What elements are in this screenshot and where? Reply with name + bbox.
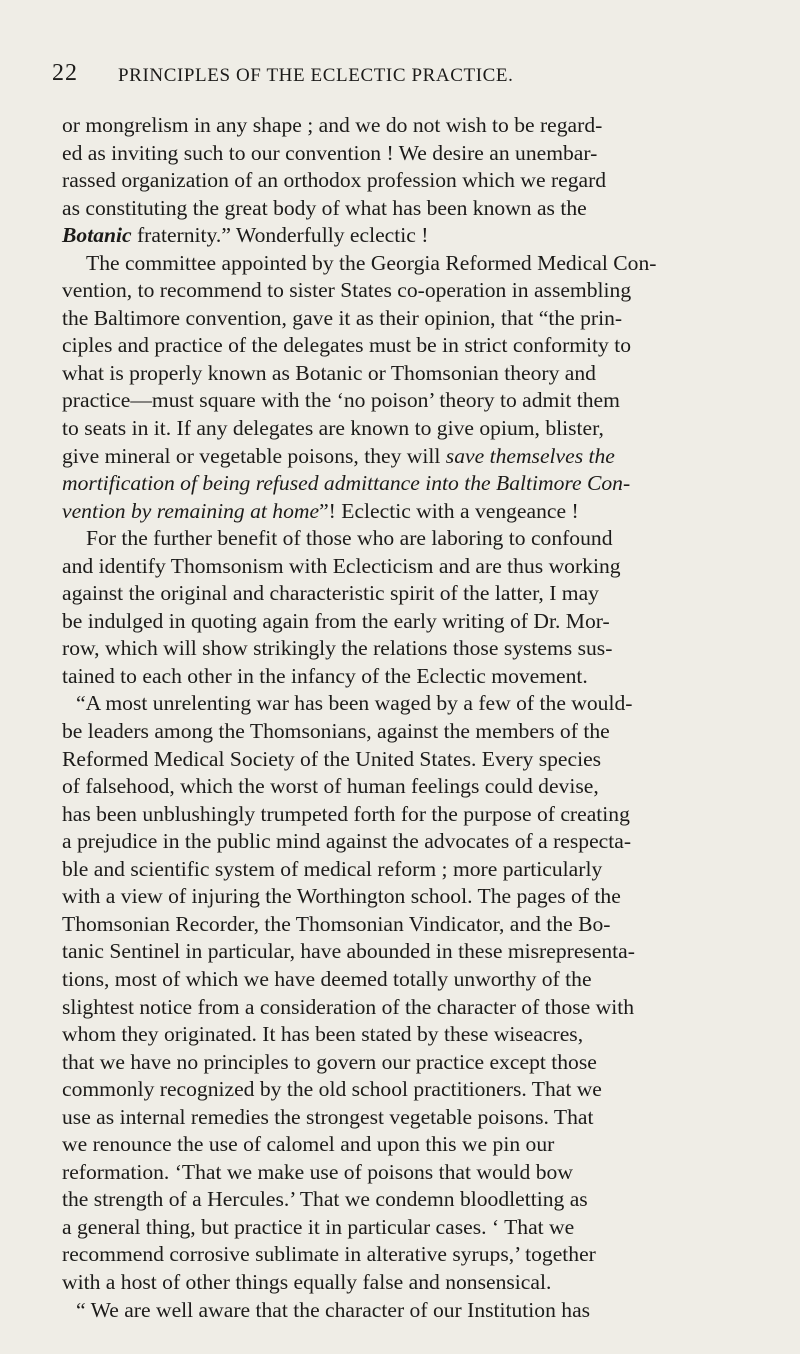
text-line: a general thing, but practice it in particular cases. ‘ That we	[62, 1214, 575, 1239]
text-line: of falsehood, which the worst of human feelings could devise,	[62, 774, 599, 799]
text-line: use as internal remedies the strongest vegetable poisons. That	[62, 1104, 594, 1129]
body-text	[62, 112, 752, 1324]
text-line: tanic Sentinel in particular, have abounded in these misrepresenta-	[62, 939, 635, 964]
text-line: For the further benefit of those who are laboring to confound	[86, 526, 613, 551]
text-line: whom they originated. It has been stated by these wiseacres,	[62, 1022, 584, 1047]
text-run: ”! Eclectic with a vengeance !	[319, 498, 579, 523]
page-header	[0, 60, 800, 90]
text-line: ble and scientific system of medical reform ; more particularly	[62, 856, 603, 881]
text-line: the Baltimore convention, gave it as their opinion, that “the prin-	[62, 305, 623, 330]
page-number: 22	[52, 60, 78, 86]
text-line: or mongrelism in any shape ; and we do not wish to be regard-	[62, 113, 603, 137]
text-line	[62, 222, 752, 250]
text-line: a prejudice in the public mind against the advocates of a respecta-	[62, 829, 632, 854]
text-line	[62, 470, 752, 498]
text-line: practice—must square with the ‘no poison’ theory to admit them	[62, 388, 620, 413]
text-run: fraternity.” Wonderfully eclectic !	[131, 223, 429, 248]
text-line: The committee appointed by the Georgia Reformed Medical Con-	[86, 250, 657, 275]
text-line: row, which will show strikingly the relations those systems sus-	[62, 636, 613, 661]
text-line: tained to each other in the infancy of the Eclectic movement.	[62, 663, 588, 688]
italic-bold-run: Botanic	[62, 223, 132, 248]
italic-run: mortification of being refused admittance into the Baltimore Con-	[62, 471, 631, 496]
text-line: be leaders among the Thomsonians, against the members of the	[62, 719, 610, 744]
text-line	[62, 498, 752, 526]
text-line: as constituting the great body of what has been known as the	[62, 195, 587, 220]
text-line: has been unblushingly trumpeted forth for the purpose of creating	[62, 801, 630, 826]
text-run: give mineral or vegetable poisons, they will	[62, 443, 446, 468]
text-line: Thomsonian Recorder, the Thomsonian Vindicator, and the Bo-	[62, 911, 611, 936]
text-line: slightest notice from a consideration of the character of those with	[62, 994, 635, 1019]
text-line: “A most unrelenting war has been waged by a few of the would-	[76, 691, 633, 716]
italic-run: save themselves the	[445, 443, 615, 468]
text-line: the strength of a Hercules.’ That we condemn bloodletting as	[62, 1187, 588, 1212]
text-line: we renounce the use of calomel and upon this we pin our	[62, 1132, 555, 1157]
text-line: rassed organization of an orthodox profession which we regard	[62, 168, 607, 193]
text-line: commonly recognized by the old school practitioners. That we	[62, 1077, 602, 1102]
text-line: ed as inviting such to our convention ! We desire an unembar-	[62, 140, 598, 165]
text-line: that we have no principles to govern our practice except those	[62, 1049, 597, 1074]
text-line: to seats in it. If any delegates are known to give opium, blister,	[62, 416, 604, 441]
italic-run: vention by remaining at home	[62, 498, 320, 523]
text-line: what is properly known as Botanic or Thomsonian theory and	[62, 360, 596, 385]
text-line: be indulged in quoting again from the early writing of Dr. Mor-	[62, 608, 610, 633]
text-line	[62, 443, 752, 471]
text-line: with a view of injuring the Worthington school. The pages of the	[62, 884, 621, 909]
text-line: vention, to recommend to sister States co-operation in assembling	[62, 278, 632, 303]
text-line: reformation. ‘That we make use of poisons that would bow	[62, 1159, 573, 1184]
text-line: with a host of other things equally false and nonsensical.	[62, 1269, 552, 1294]
text-line: “ We are well aware that the character of our Institution has	[76, 1297, 591, 1322]
running-head: PRINCIPLES OF THE ECLECTIC PRACTICE.	[118, 65, 514, 86]
text-line: against the original and characteristic spirit of the latter, I may	[62, 581, 599, 606]
text-line: ciples and practice of the delegates must be in strict conformity to	[62, 333, 632, 358]
text-line: recommend corrosive sublimate in alterative syrups,’ together	[62, 1242, 596, 1267]
text-line: and identify Thomsonism with Eclecticism and are thus working	[62, 553, 621, 578]
text-line: tions, most of which we have deemed totally unworthy of the	[62, 966, 592, 991]
text-line: Reformed Medical Society of the United States. Every species	[62, 746, 602, 771]
